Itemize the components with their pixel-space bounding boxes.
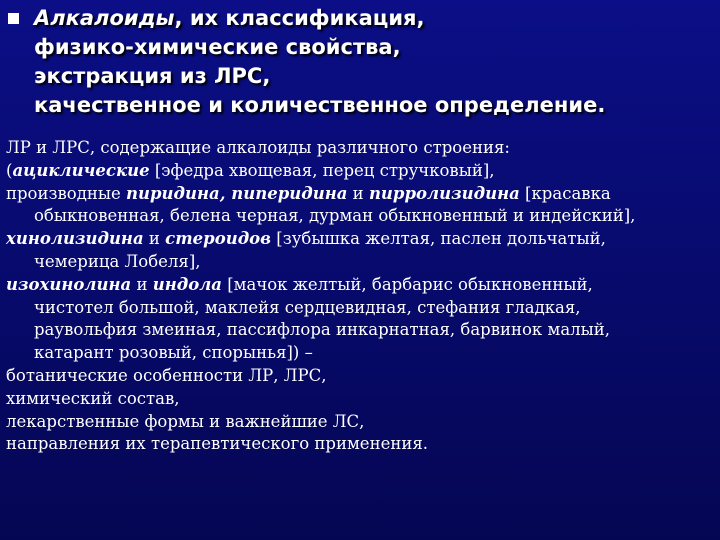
- class-acyclic: ациклические: [12, 160, 150, 180]
- class-steroids: стероидов: [165, 229, 272, 249]
- body-line-2: [6, 160, 718, 183]
- square-bullet-icon: [8, 13, 19, 24]
- body-line-5: [6, 228, 718, 251]
- body-line-3: [6, 183, 718, 206]
- derivatives-label: производные: [6, 183, 127, 203]
- plants-acyclic: [эфедра хвощевая, перец стручковый],: [154, 160, 495, 180]
- plants-indole-start: [мачок желтый, барбарис обыкновенный,: [221, 274, 593, 294]
- class-pyrrolizidine: пирролизидина: [368, 183, 520, 203]
- title-emphasis: Алкалоиды: [34, 6, 175, 30]
- slide-title: [0, 4, 710, 120]
- paren-open: (: [6, 160, 13, 180]
- body-line-11: ботанические особенности ЛР, ЛРС,: [6, 365, 327, 385]
- title-line-1-text: , их классификация,: [174, 6, 425, 30]
- body-line-8: чистотел большой, маклейя сердцевидная, стефания гладкая,: [34, 297, 581, 317]
- title-line-3: экстракция из ЛРС,: [34, 64, 271, 88]
- connector: и: [131, 274, 153, 294]
- title-line-2: физико-химические свойства,: [34, 35, 401, 59]
- body-line-10: катарант розовый, спорынья]) –: [34, 343, 313, 363]
- body-line-4: обыкновенная, белена черная, дурман обыкновенный и индейский],: [34, 206, 636, 226]
- body-line-14: направления их терапевтического применения.: [6, 434, 428, 454]
- body-line-6: чемерица Лобеля],: [34, 251, 201, 271]
- body-line-7: [6, 274, 718, 297]
- connector: и: [347, 183, 369, 203]
- class-indole: индола: [152, 274, 222, 294]
- plants-steroid-start: [зубышка желтая, паслен дольчатый,: [271, 229, 606, 249]
- body-line-12: химический состав,: [6, 388, 180, 408]
- title-line-1: [0, 4, 710, 33]
- title-line-4: качественное и количественное определение.: [34, 93, 606, 117]
- class-quinolizidine: хинолизидина: [6, 229, 144, 249]
- connector: и: [143, 229, 166, 249]
- slide-body: [6, 137, 718, 456]
- body-line-9: раувольфия змеиная, пассифлора инкарнатная, барвинок малый,: [34, 320, 611, 340]
- class-isoquinoline: изохинолина: [6, 274, 132, 294]
- body-line-13: лекарственные формы и важнейшие ЛС,: [6, 411, 365, 431]
- plants-pyridine-start: [красавка: [519, 183, 611, 203]
- body-line-1: ЛР и ЛРС, содержащие алкалоиды различного строения:: [6, 138, 510, 157]
- class-pyridine: пиридина, пиперидина: [126, 183, 348, 203]
